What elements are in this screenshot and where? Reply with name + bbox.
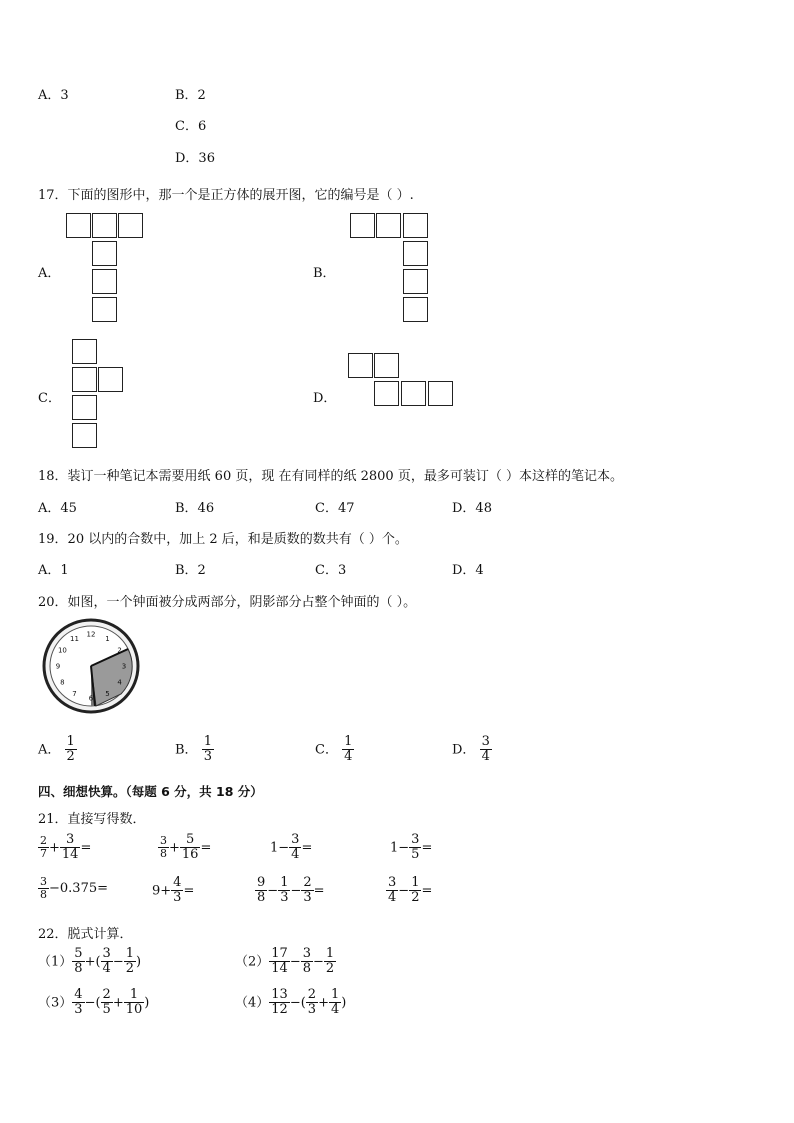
frac-num: 5 [74, 946, 83, 961]
frac-num: 1 [411, 875, 420, 890]
frac-den: 8 [74, 961, 83, 977]
frac-den: 2 [411, 890, 420, 906]
prefix: 9+ [152, 883, 172, 899]
paren: ) [144, 995, 150, 1011]
frac-den: 8 [302, 961, 312, 977]
clock-numeral: 6 [88, 694, 94, 703]
frac-den: 2 [325, 961, 335, 977]
operator: − [112, 954, 124, 970]
q20-d-den: 4 [481, 749, 490, 765]
q17-label-d: D． [313, 391, 337, 406]
frac-num: 1 [325, 946, 335, 961]
clock-numeral: 3 [121, 662, 127, 671]
operator: − [313, 954, 324, 970]
q17-label-b: B． [313, 266, 336, 281]
frac-den: 12 [271, 1002, 288, 1018]
paren: ) [136, 954, 142, 970]
q21-expr-4 [390, 833, 432, 863]
frac-num: 3 [160, 834, 167, 848]
problem-number: （4） [235, 995, 270, 1011]
q18-option-c: C．47 [315, 501, 355, 516]
frac-num: 3 [411, 832, 420, 847]
equals: = [80, 840, 92, 856]
clock-numeral: 2 [117, 646, 122, 655]
q20-option-b [175, 735, 214, 765]
frac-num: 4 [173, 875, 182, 890]
operator: − [398, 883, 410, 899]
problem-number: （1） [38, 954, 73, 970]
frac-num: 2 [102, 987, 111, 1002]
q19-option-b: B．2 [175, 563, 206, 578]
frac-num: 3 [291, 832, 300, 847]
section-four-title: 四、细想快算。（每题 6 分，共 18 分） [38, 784, 263, 799]
q16-option-c: C．6 [175, 119, 207, 134]
frac-den: 3 [74, 1002, 83, 1018]
q20-b-num: 1 [203, 734, 212, 749]
frac-den: 3 [307, 1002, 317, 1018]
frac-den: 3 [173, 890, 182, 906]
clock-numeral: 11 [70, 634, 79, 643]
q20-option-d-label: D． [452, 742, 476, 758]
operator: − [290, 883, 302, 899]
q21-expr-2 [158, 833, 211, 863]
q21-expr-5 [38, 876, 108, 901]
frac-num: 2 [307, 987, 317, 1002]
frac-num: 3 [60, 833, 81, 848]
q22-problem-4 [235, 988, 346, 1018]
frac-num: 2 [303, 875, 312, 890]
frac-num: 1 [125, 946, 134, 961]
q19-option-a: A．1 [38, 563, 69, 578]
q16-option-b: B．2 [175, 88, 206, 103]
q20-option-d [452, 735, 492, 765]
q20-d-num: 3 [481, 734, 490, 749]
clock-numeral: 10 [57, 646, 67, 655]
q19-option-c: C．3 [315, 563, 347, 578]
frac-den: 3 [303, 890, 312, 906]
frac-num: 17 [271, 946, 288, 961]
q21-expr-6 [152, 876, 194, 906]
q20-a-den: 2 [66, 749, 75, 765]
equals: = [301, 840, 313, 856]
q20-stem: 20．如图，一个钟面被分成两部分，阴影部分占整个钟面的（ ）。 [38, 595, 417, 610]
frac-den: 8 [40, 888, 47, 902]
q20-a-num: 1 [66, 734, 75, 749]
frac-den: 10 [125, 1002, 143, 1018]
frac-num: 2 [40, 834, 47, 848]
q21-expr-7 [255, 876, 325, 906]
frac-den: 2 [125, 961, 134, 977]
q21-expr-1 [38, 833, 91, 863]
q18-option-d: D．48 [452, 501, 492, 516]
frac-den: 4 [330, 1002, 340, 1018]
equals: = [200, 840, 212, 856]
clock-numeral: 12 [86, 630, 96, 639]
frac-num: 1 [280, 875, 289, 890]
q16-option-d: D．36 [175, 151, 215, 166]
q18-stem: 18．装订一种笔记本需要用纸 60 页，现 在有同样的纸 2800 页，最多可装订（ ）本这样的笔记本。 [38, 469, 623, 484]
frac-num: 9 [257, 875, 266, 890]
clock-numeral: 7 [72, 690, 77, 699]
operator: + [49, 840, 60, 856]
operator: + [318, 995, 329, 1011]
frac-den: 7 [40, 847, 47, 861]
frac-den: 4 [291, 847, 300, 863]
problem-number: （3） [38, 995, 73, 1011]
q20-option-a-label: A． [38, 742, 61, 758]
frac-num: 1 [330, 987, 340, 1002]
clock-figure [42, 618, 142, 714]
operator: + [169, 840, 180, 856]
frac-den: 8 [160, 847, 167, 861]
q19-stem: 19．20 以内的合数中，加上 2 后，和是质数的数共有（ ）个。 [38, 532, 408, 547]
frac-den: 4 [388, 890, 397, 906]
frac-den: 8 [257, 890, 266, 906]
q21-stem: 21．直接写得数． [38, 812, 146, 827]
clock-numeral: 8 [60, 678, 65, 687]
q20-option-c [315, 735, 354, 765]
operator: + [112, 995, 124, 1011]
q22-problem-2 [235, 947, 336, 977]
frac-num: 4 [74, 987, 83, 1002]
prefix: 1− [390, 840, 410, 856]
q20-b-den: 3 [203, 749, 212, 765]
q18-option-b: B．46 [175, 501, 215, 516]
operator: − [289, 954, 301, 970]
operator: −( [84, 995, 101, 1011]
operator: +( [84, 954, 101, 970]
frac-den: 4 [102, 961, 111, 977]
frac-num: 3 [302, 946, 312, 961]
frac-num: 13 [271, 987, 288, 1002]
q22-stem: 22．脱式计算． [38, 927, 133, 942]
q20-option-b-label: B． [175, 742, 198, 758]
equals: = [313, 883, 325, 899]
clock-numeral: 9 [55, 662, 61, 671]
clock-numeral: 4 [117, 678, 122, 687]
q20-c-num: 1 [344, 734, 353, 749]
q16-option-a: A．3 [38, 88, 69, 103]
frac-num: 1 [124, 988, 145, 1003]
operator: − [267, 883, 279, 899]
q19-option-d: D．4 [452, 563, 484, 578]
q17-stem: 17．下面的图形中，那一个是正方体的展开图，它的编号是（ ）. [38, 188, 414, 203]
q21-expr-3 [270, 833, 312, 863]
equals: = [421, 883, 433, 899]
frac-den: 14 [61, 847, 79, 863]
equals: = [421, 840, 433, 856]
suffix: −0.375= [49, 881, 109, 897]
clock-numeral: 1 [105, 634, 110, 643]
q20-option-a [38, 735, 77, 765]
equals: = [183, 883, 195, 899]
q20-option-c-label: C． [315, 742, 338, 758]
q20-c-den: 4 [344, 749, 353, 765]
problem-number: （2） [235, 954, 270, 970]
frac-den: 5 [102, 1002, 111, 1018]
frac-den: 16 [181, 847, 199, 863]
frac-den: 3 [280, 890, 289, 906]
frac-num: 5 [180, 833, 201, 848]
frac-den: 14 [271, 961, 288, 977]
paren: ) [341, 995, 347, 1011]
q17-label-c: C． [38, 391, 61, 406]
frac-num: 3 [388, 875, 397, 890]
q17-label-a: A． [38, 266, 61, 281]
q22-problem-3 [38, 988, 149, 1018]
q18-option-a: A．45 [38, 501, 77, 516]
q22-problem-1 [38, 947, 141, 977]
frac-num: 3 [40, 875, 47, 888]
frac-den: 5 [411, 847, 420, 863]
q21-expr-8 [386, 876, 432, 906]
prefix: 1− [270, 840, 290, 856]
clock-numeral: 5 [105, 690, 110, 699]
frac-num: 3 [102, 946, 111, 961]
operator: −( [289, 995, 306, 1011]
